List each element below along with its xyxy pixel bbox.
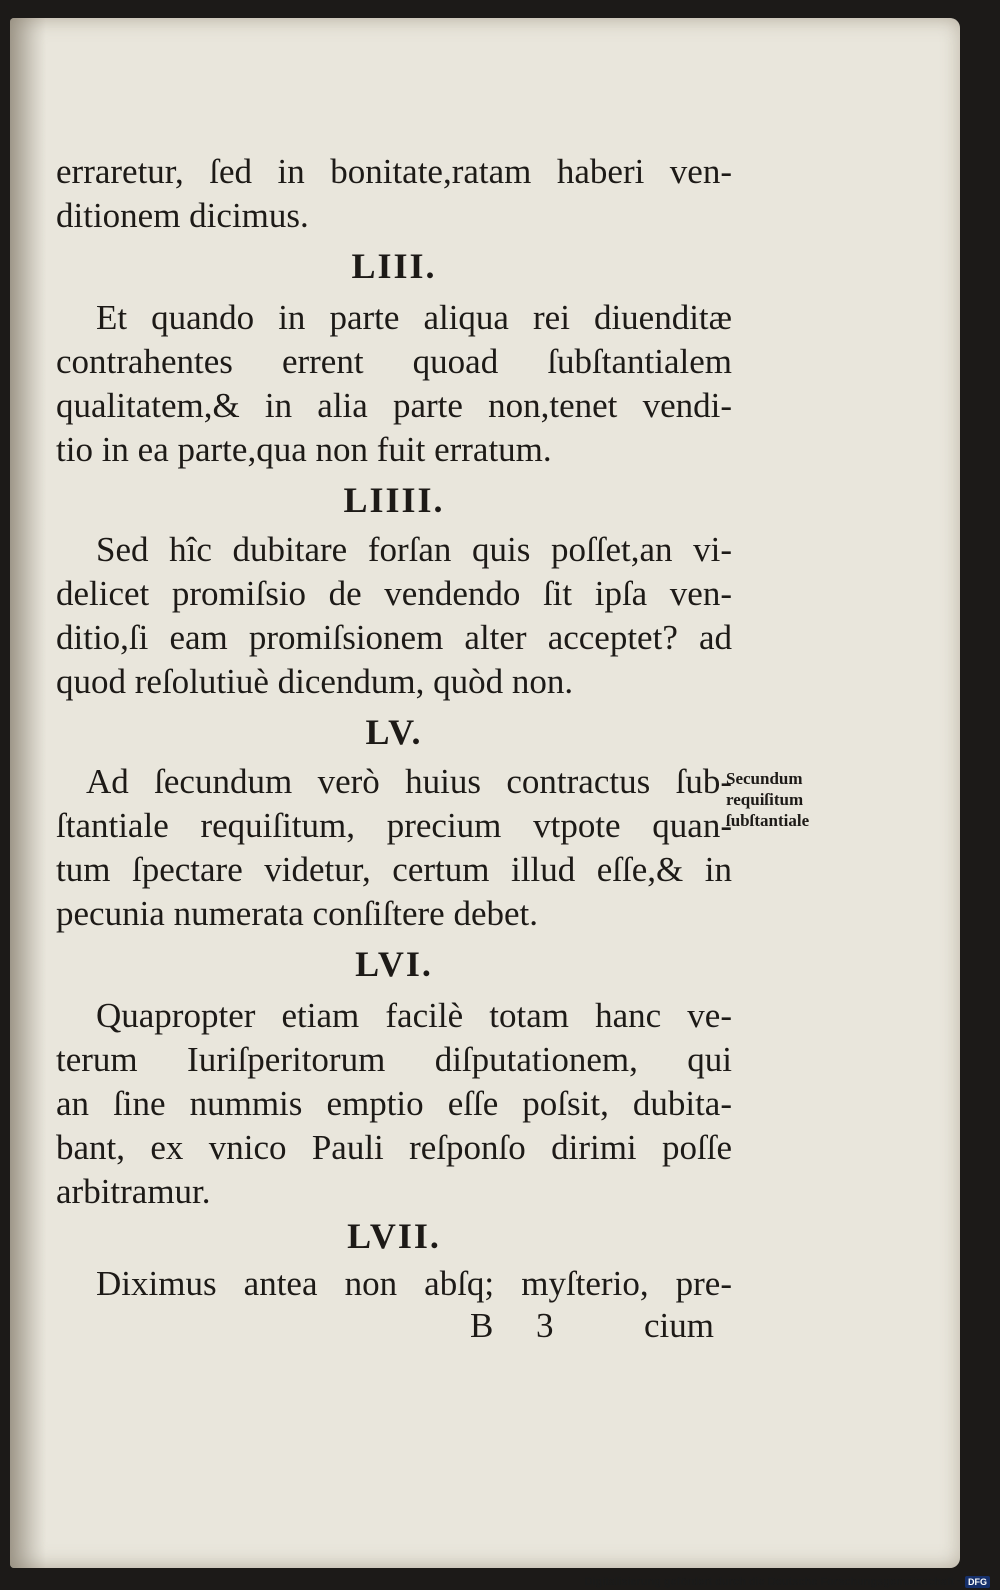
text-line: Sed hîc dubitare forſan quis poſſet,an vi- — [96, 530, 732, 569]
text-line: Quapropter etiam facilè totam hanc ve- — [96, 996, 732, 1035]
text-line: qualitatem,& in alia parte non,tenet vendi- — [56, 386, 732, 425]
credit-text: Digitalisierung gefördert durch die Deutsche Forschungsgemeinschaft · — [584, 1576, 961, 1588]
margin-note-line: ſubſtantiale — [726, 811, 810, 830]
signature-mark: B — [470, 1306, 494, 1345]
dfg-logo: DFG — [965, 1576, 990, 1588]
signature-number: 3 — [536, 1306, 554, 1345]
text-line: arbitramur. — [56, 1172, 211, 1211]
margin-note-line: Secundum — [726, 769, 803, 788]
text-line: tio in ea parte,qua non fuit erratum. — [56, 430, 552, 469]
text-line: Et quando in parte aliqua rei diuenditæ — [96, 298, 732, 337]
section-heading-57: LVII. — [347, 1216, 441, 1256]
text-line: contrahentes errent quoad ſubſtantialem — [56, 342, 732, 381]
text-line: tum ſpectare videtur, certum illud eſſe,& in — [56, 850, 732, 889]
text-line: erraretur, ſed in bonitate,ratam haberi ven- — [56, 152, 732, 191]
text-line: bant, ex vnico Pauli reſponſo dirimi poſſe — [56, 1128, 732, 1167]
text-line: delicet promiſsio de vendendo ſit ipſa ven- — [56, 574, 732, 613]
text-line: ditio,ſi eam promiſsionem alter acceptet? ad — [56, 618, 732, 657]
text-line: ditionem dicimus. — [56, 196, 309, 235]
text-line: Diximus antea non abſq; myſterio, pre- — [96, 1264, 732, 1303]
margin-note-line: requiſitum — [726, 790, 804, 809]
text-line: an ſine nummis emptio eſſe poſsit, dubita- — [56, 1084, 732, 1123]
section-heading-55: LV. — [365, 712, 423, 752]
text-line: quod reſolutiuè dicendum, quòd non. — [56, 662, 574, 701]
section-heading-56: LVI. — [355, 944, 433, 984]
section-heading-53: LIII. — [351, 246, 437, 286]
text-line: pecunia numerata conſiſtere debet. — [56, 894, 538, 933]
margin-note — [726, 768, 866, 831]
text-line: ſtantiale requiſitum, precium vtpote quan- — [56, 806, 732, 845]
text-line: Ad ſecundum verò huius contractus ſub- — [86, 762, 732, 801]
catchword: cium — [644, 1306, 714, 1345]
section-heading-54: LIIII. — [343, 480, 445, 520]
digitization-credit — [584, 1576, 990, 1588]
book-page — [10, 18, 960, 1568]
text-line: terum Iuriſperitorum diſputationem, qui — [56, 1040, 732, 1079]
